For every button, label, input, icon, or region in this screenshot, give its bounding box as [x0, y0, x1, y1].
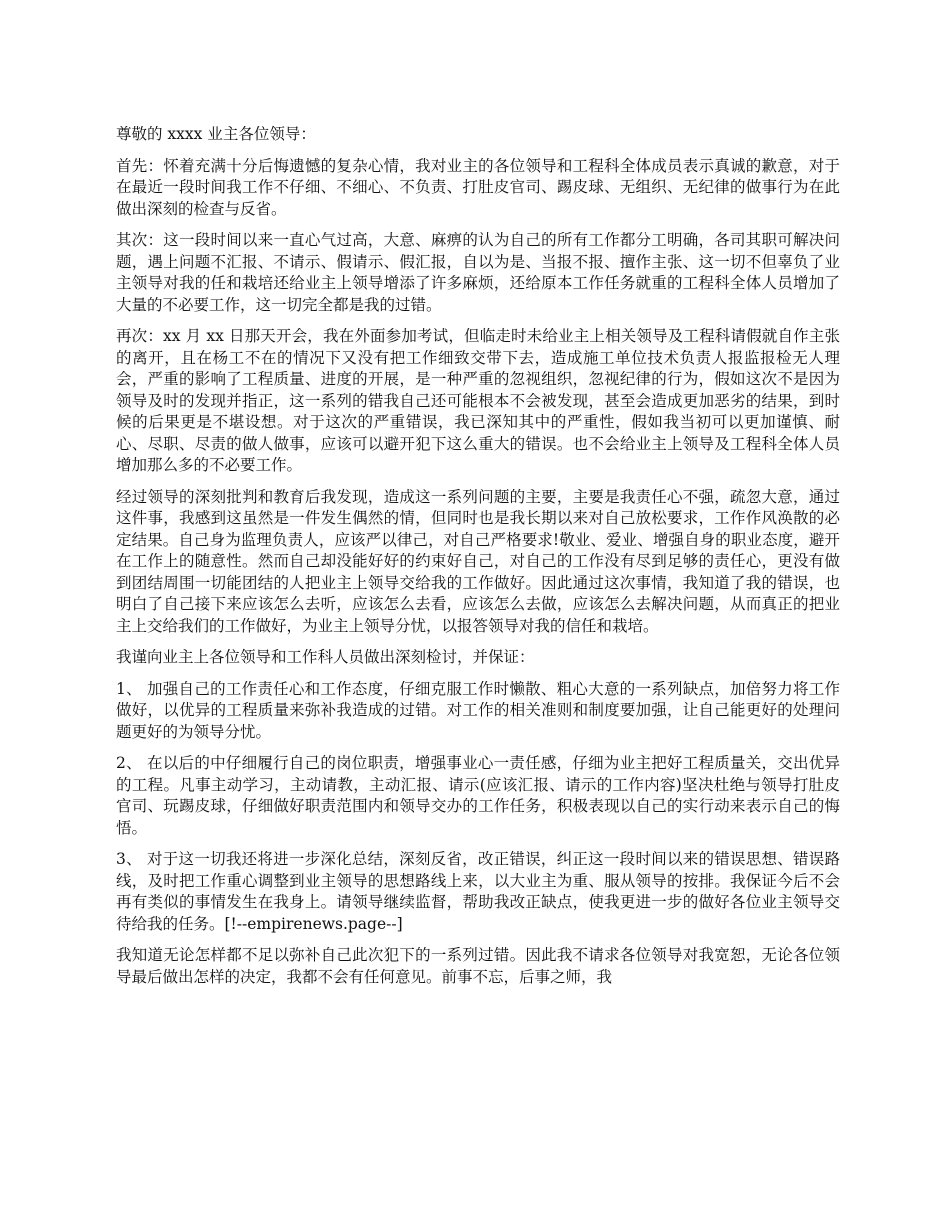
list-item-1: 1、 加强自己的工作责任心和工作态度，仔细克服工作时懒散、粗心大意的一系列缺点，加倍努力将工作做好，以优异的工程质量来弥补我造成的过错。对工作的相关准则和制度要加强，让自己能更好的处理问题更好的为领导分忧。: [116, 679, 840, 741]
paragraph-3: 再次：xx 月 xx 日那天开会，我在外面参加考试，但临走时未给业主上相关领导及工程科请假就自作主张的离开，且在杨工不在的情况下又没有把工作细致交带下去，造成施工单位技术负责人报监报检无人理会，严重的影响了工程质量、进度的开展，是一种严重的忽视组织，忽视纪律的行为，假如这次不是因为领导及时的发现并指正，这一系列的错我自己还可能根本不会被发现，甚至会造成更加恶劣的结果，到时候的后果更是不堪设想。对于这次的严重错误，我已深知其中的严重性，假如我当初可以更加谨慎、耐心、尽职、尽责的做人做事，应该可以避开犯下这么重大的错误。也不会给业主上领导及工程科全体人员增加那么多的不必要工作。: [116, 327, 840, 474]
salutation: 尊敬的 xxxx 业主各位领导：: [116, 125, 316, 143]
paragraph-1: 首先：怀着充满十分后悔遗憾的复杂心情，我对业主的各位领导和工程科全体成员表示真诚的歉意，对于在最近一段时间我工作不仔细、不细心、不负责、打肚皮官司、踢皮球、无组织、无纪律的做事行为在此做出深刻的检查与反省。: [116, 156, 840, 218]
paragraph-4: 经过领导的深刻批判和教育后我发现，造成这一系列问题的主要，主要是我责任心不强，疏忽大意，通过这件事，我感到这虽然是一件发生偶然的情，但同时也是我长期以来对自己放松要求，工作作风涣散的必定结果。自己身为监理负责人，应该严以律己，对自己严格要求!敬业、爱业、增强自身的职业态度，避开在工作上的随意性。然而自己却没能好好的约束好自己，对自己的工作没有尽到足够的责任心，更没有做到团结周围一切能团结的人把业主上领导交给我的工作做好。因此通过这次事情，我知道了我的错误，也明白了自己接下来应该怎么去听，应该怎么去看，应该怎么去做，应该怎么去解决问题，从而真正的把业主上交给我们的工作做好，为业主上领导分忧，以报答领导对我的信任和栽培。: [116, 487, 840, 635]
paragraph-2: 其次：这一段时间以来一直心气过高，大意、麻痹的认为自己的所有工作都分工明确，各司其职可解决问题，遇上问题不汇报、不请示、假请示、假汇报，自以为是、当报不报、擅作主张、这一切不但辜负了业主领导对我的任和栽培还给业主上领导增添了许多麻烦，还给原本工作任务就重的工程科全体人员增加了大量的不必要工作，这一切完全都是我的过错。: [116, 231, 840, 314]
document-body: [116, 124, 840, 998]
paragraph-5: 我谨向业主上各位领导和工作科人员做出深刻检讨，并保证：: [116, 648, 535, 666]
paragraph-closing: 我知道无论怎样都不足以弥补自己此次犯下的一系列过错。因此我不请求各位领导对我宽恕，无论各位领导最后做出怎样的决定，我都不会有任何意见。前事不忘，后事之师，我: [116, 946, 840, 986]
list-item-2: 2、 在以后的中仔细履行自己的岗位职责，增强事业心一责任感，仔细为业主把好工程质量关，交出优异的工程。凡事主动学习，主动请教，主动汇报、请示(应该汇报、请示的工作内容)坚决杜绝与领导打肚皮官司、玩踢皮球，仔细做好职责范围内和领导交办的工作任务，积极表现以自己的实行动来表示自己的悔悟。: [116, 754, 840, 837]
list-item-3: 3、 对于这一切我还将进一步深化总结，深刻反省，改正错误，纠正这一段时间以来的错误思想、错误路线，及时把工作重心调整到业主领导的思想路线上来，以大业主为重、服从领导的按排。我保证今后不会再有类似的事情发生在我身上。请领导继续监督，帮助我改正缺点，使我更进一步的做好各位业主领导交待给我的任务。[!--empirenews.page--]: [116, 850, 840, 933]
